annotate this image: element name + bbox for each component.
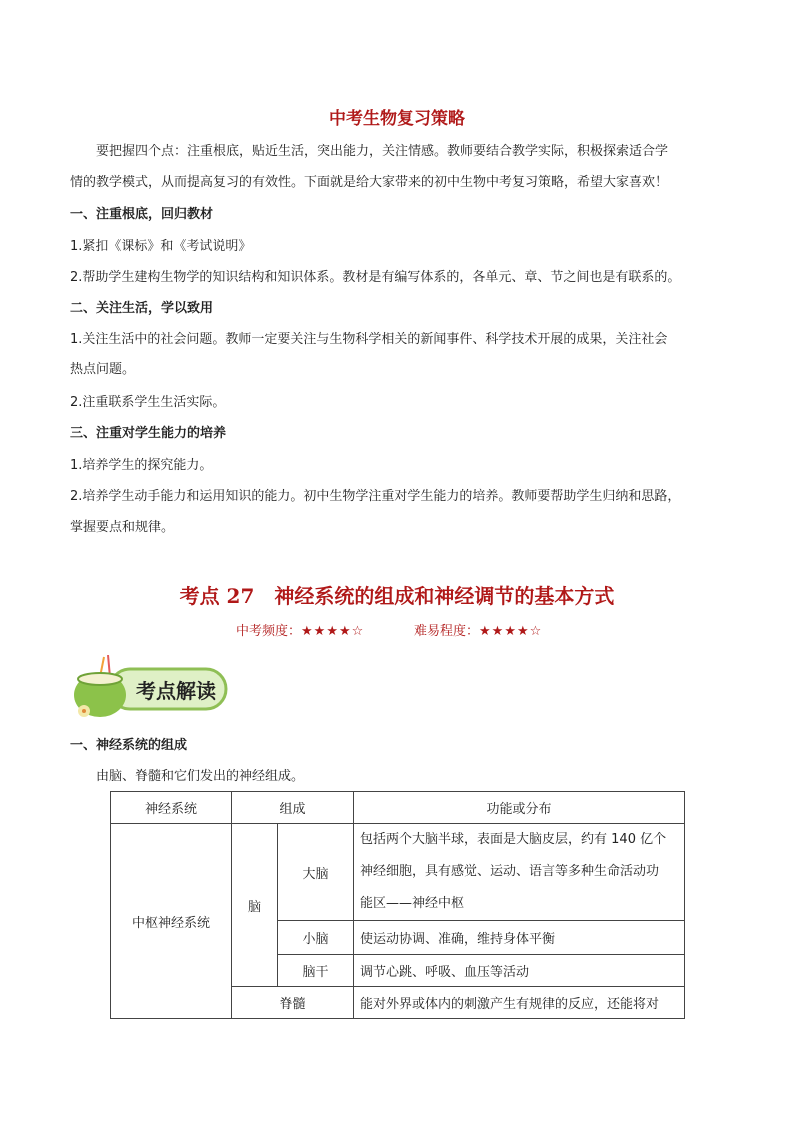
section-2-item-1-cont: 热点问题。 — [70, 362, 136, 377]
section-2-item-2: 2.注重联系学生生活实际。 — [70, 395, 226, 410]
section-3-item-2-cont: 掌握要点和规律。 — [70, 520, 175, 535]
intro-line-2: 情的教学模式，从而提高复习的有效性。下面就是给大家带来的初中生物中考复习策略，希望大家喜欢！ — [70, 175, 669, 190]
section-3-item-2: 2.培养学生动手能力和运用知识的能力。初中生物学注重对学生能力的培养。教师要帮助学生归纳和思路， — [70, 489, 681, 504]
section-2-item-1: 1.关注生活中的社会问题。教师一定要关注与生物科学相关的新闻事件、科学技术开展的成果，关注社会 — [70, 332, 668, 347]
part-cerebrum: 大脑 — [278, 824, 354, 921]
cerebrum-description — [354, 824, 685, 921]
table-header-row — [111, 792, 685, 824]
frequency-label: 中考频度： — [236, 624, 302, 639]
section-heading-1: 一、注重根底，回归教材 — [70, 207, 214, 222]
difficulty-label: 难易程度： — [414, 624, 480, 639]
intro-line-1: 要把握四个点：注重根底，贴近生活，突出能力，关注情感。教师要结合教学实际，积极探索适合学 — [96, 144, 669, 159]
cerebrum-desc-line-2: 神经细胞，具有感觉、运动、语言等多种生命活动功 — [360, 864, 660, 879]
section-heading-2: 二、关注生活，学以致用 — [70, 301, 214, 316]
sub-text: 由脑、脊髓和它们发出的神经组成。 — [96, 769, 305, 784]
difficulty-rating — [414, 620, 542, 639]
part-spinal-cord: 脊髓 — [232, 987, 354, 1019]
difficulty-stars: ★★★★☆ — [479, 624, 543, 639]
spinal-cord-description: 能对外界或体内的刺激产生有规律的反应，还能将对 — [354, 987, 685, 1019]
table-row — [111, 824, 685, 921]
header-composition: 组成 — [232, 792, 354, 824]
brain-cell: 脑 — [232, 824, 278, 987]
section-1-item-1: 1.紧扣《课标》和《考试说明》 — [70, 239, 252, 254]
header-system: 神经系统 — [111, 792, 232, 824]
topic-title: 考点 27 神经系统的组成和神经调节的基本方式 — [179, 584, 615, 608]
frequency-rating — [236, 620, 364, 639]
nervous-system-table — [110, 791, 685, 1019]
cerebrum-desc-line-3: 能区——神经中枢 — [360, 896, 465, 911]
brainstem-description: 调节心跳、呼吸、血压等活动 — [354, 955, 685, 987]
part-brainstem: 脑干 — [278, 955, 354, 987]
cerebrum-desc-line-1: 包括两个大脑半球，表面是大脑皮层，约有 140 亿个 — [360, 832, 667, 847]
key-point-badge — [70, 655, 230, 721]
section-3-item-1: 1.培养学生的探究能力。 — [70, 458, 213, 473]
cerebellum-description: 使运动协调、准确，维持身体平衡 — [354, 921, 685, 955]
sub-heading: 一、神经系统的组成 — [70, 738, 188, 753]
header-function: 功能或分布 — [354, 792, 685, 824]
part-cerebellum: 小脑 — [278, 921, 354, 955]
frequency-stars: ★★★★☆ — [301, 624, 365, 639]
central-nervous-system-cell: 中枢神经系统 — [111, 824, 232, 1019]
section-heading-3: 三、注重对学生能力的培养 — [70, 426, 227, 441]
badge-label: 考点解读 — [136, 679, 216, 703]
section-1-item-2: 2.帮助学生建构生物学的知识结构和知识体系。教材是有编写体系的，各单元、章、节之间也是有联系的。 — [70, 270, 681, 285]
document-title: 中考生物复习策略 — [329, 109, 465, 129]
